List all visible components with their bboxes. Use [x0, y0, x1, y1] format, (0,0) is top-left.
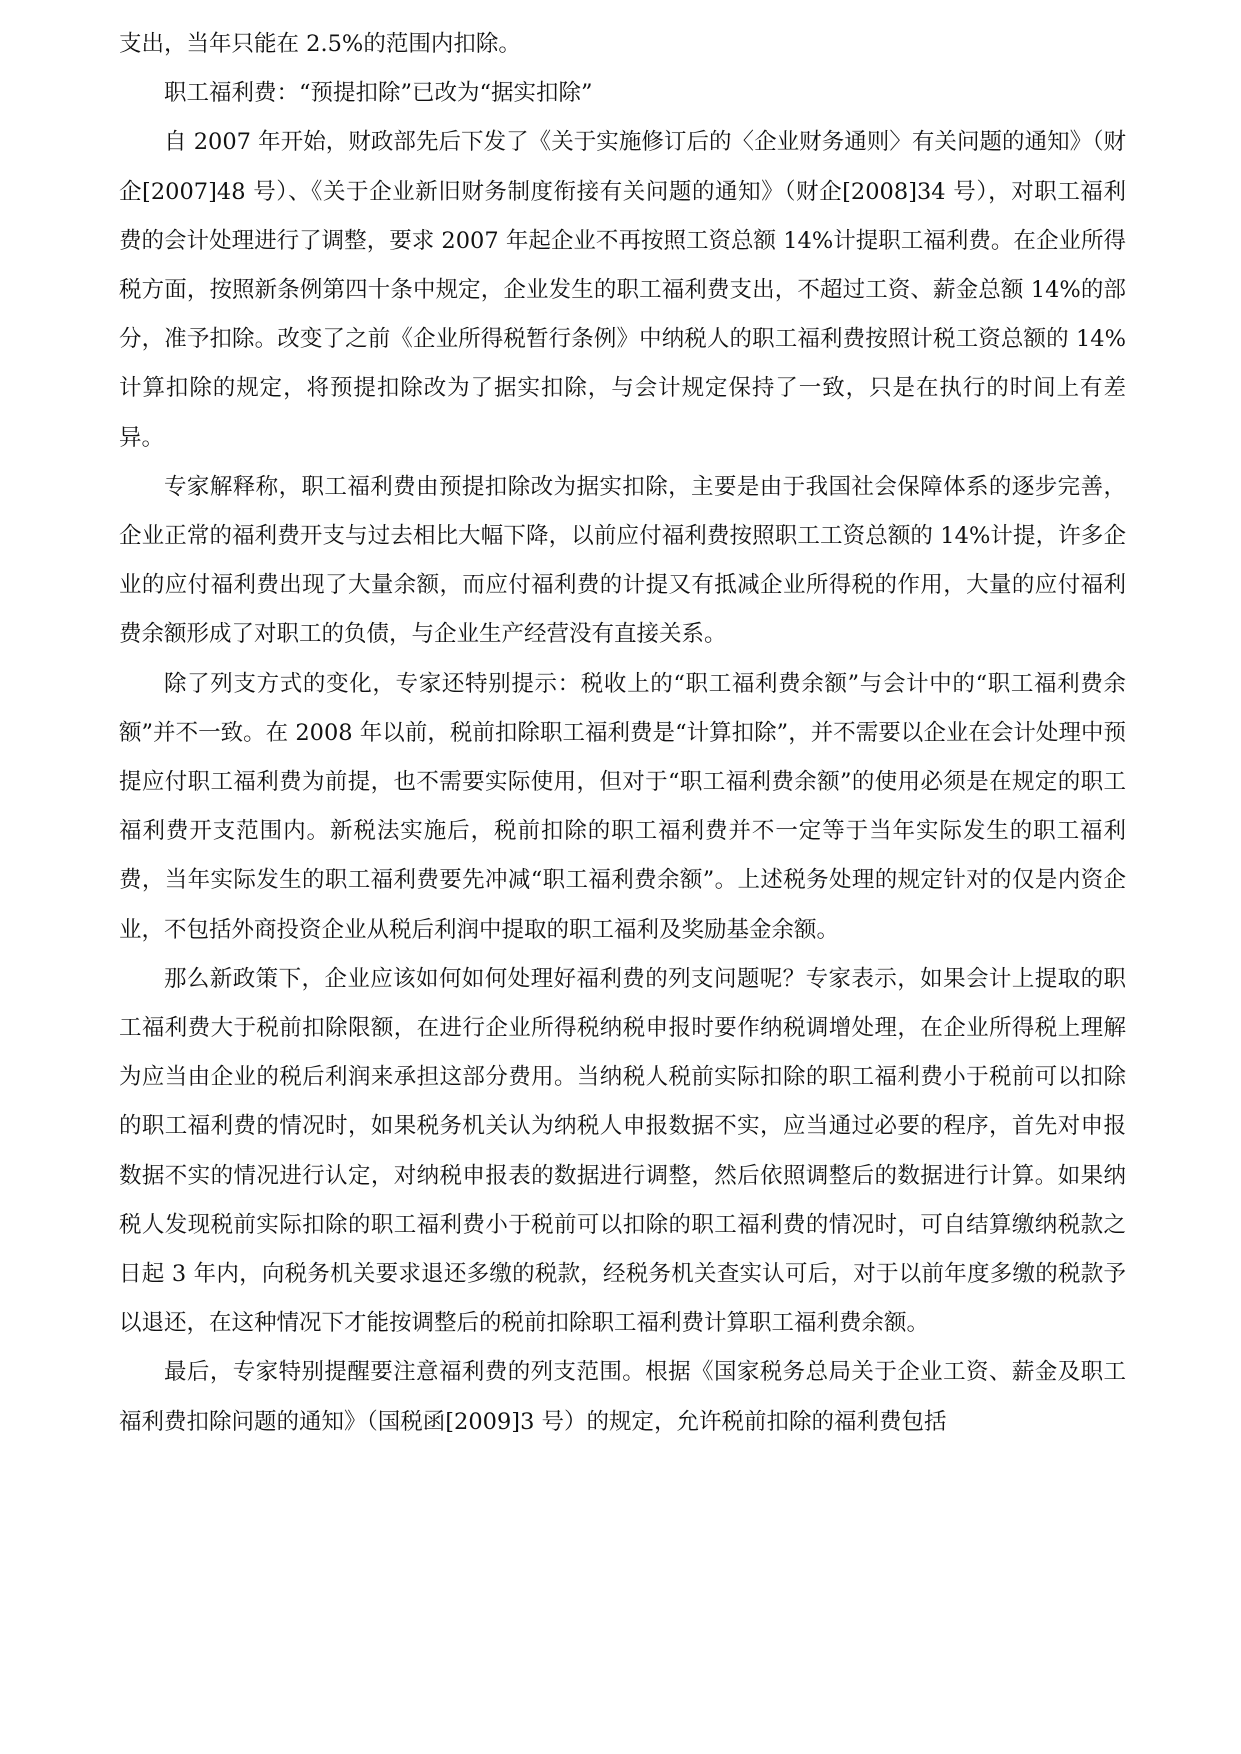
paragraph-balance-difference: 除了列支方式的变化，专家还特别提示：税收上的“职工福利费余额”与会计中的“职工福利费余额”并不一致。在 2008 年以前，税前扣除职工福利费是“计算扣除”，并不需要以企业在会计处理中预提应付职工福利费为前提，也不需要实际使用，但对于“职工福利费余额”的使用必须是在规定的职工福利费开支范围内。新税法实施后，税前扣除的职工福利费并不一定等于当年实际发生的职工福利费，当年实际发生的职工福利费要先冲减“职工福利费余额”。上述税务处理的规定针对的仅是内资企业，不包括外商投资企业从税后利润中提取的职工福利及奖励基金余额。: [119, 670, 1126, 943]
paragraph-expert-explanation: 专家解释称，职工福利费由预提扣除改为据实扣除，主要是由于我国社会保障体系的逐步完善，企业正常的福利费开支与过去相比大幅下降，以前应付福利费按照职工工资总额的 14%计提，许多企业的应付福利费出现了大量余额，而应付福利费的计提又有抵减企业所得税的作用，大量的应付福利费余额形成了对职工的负债，与企业生产经营没有直接关系。: [119, 473, 1126, 648]
paragraph-scope-reminder: 最后，专家特别提醒要注意福利费的列支范围。根据《国家税务总局关于企业工资、薪金及职工福利费扣除问题的通知》（国税函[2009]3 号）的规定，允许税前扣除的福利费包括: [119, 1359, 1126, 1435]
paragraph-continued: 支出，当年只能在 2.5%的范围内扣除。: [119, 31, 521, 57]
paragraph-policy-background: 自 2007 年开始，财政部先后下发了《关于实施修订后的〈企业财务通则〉有关问题的通知》（财企[2007]48 号）、《关于企业新旧财务制度衔接有关问题的通知》（财企[2008]34 号），对职工福利费的会计处理进行了调整，要求 2007 年起企业不再按照工资总额 14%计提职工福利费。在企业所得税方面，按照新条例第四十条中规定，企业发生的职工福利费支出，不超过工资、薪金总额 14%的部分，准予扣除。改变了之前《企业所得税暂行条例》中纳税人的职工福利费按照计税工资总额的 14%计算扣除的规定，将预提扣除改为了据实扣除，与会计规定保持了一致，只是在执行的时间上有差异。: [119, 129, 1126, 451]
paragraph-heading-welfare: 职工福利费：“预提扣除”已改为“据实扣除”: [164, 80, 593, 107]
paragraph-handling-advice: 那么新政策下，企业应该如何如何处理好福利费的列支问题呢？专家表示，如果会计上提取的职工福利费大于税前扣除限额，在进行企业所得税纳税申报时要作纳税调增处理，在企业所得税上理解为应当由企业的税后利润来承担这部分费用。当纳税人税前实际扣除的职工福利费小于税前可以扣除的职工福利费的情况时，如果税务机关认为纳税人申报数据不实，应当通过必要的程序，首先对申报数据不实的情况进行认定，对纳税申报表的数据进行调整，然后依照调整后的数据进行计算。如果纳税人发现税前实际扣除的职工福利费小于税前可以扣除的职工福利费的情况时，可自结算缴纳税款之日起 3 年内，向税务机关要求退还多缴的税款，经税务机关查实认可后，对于以前年度多缴的税款予以退还，在这种情况下才能按调整后的税前扣除职工福利费计算职工福利费余额。: [119, 965, 1126, 1337]
document-body: [119, 20, 1126, 1447]
